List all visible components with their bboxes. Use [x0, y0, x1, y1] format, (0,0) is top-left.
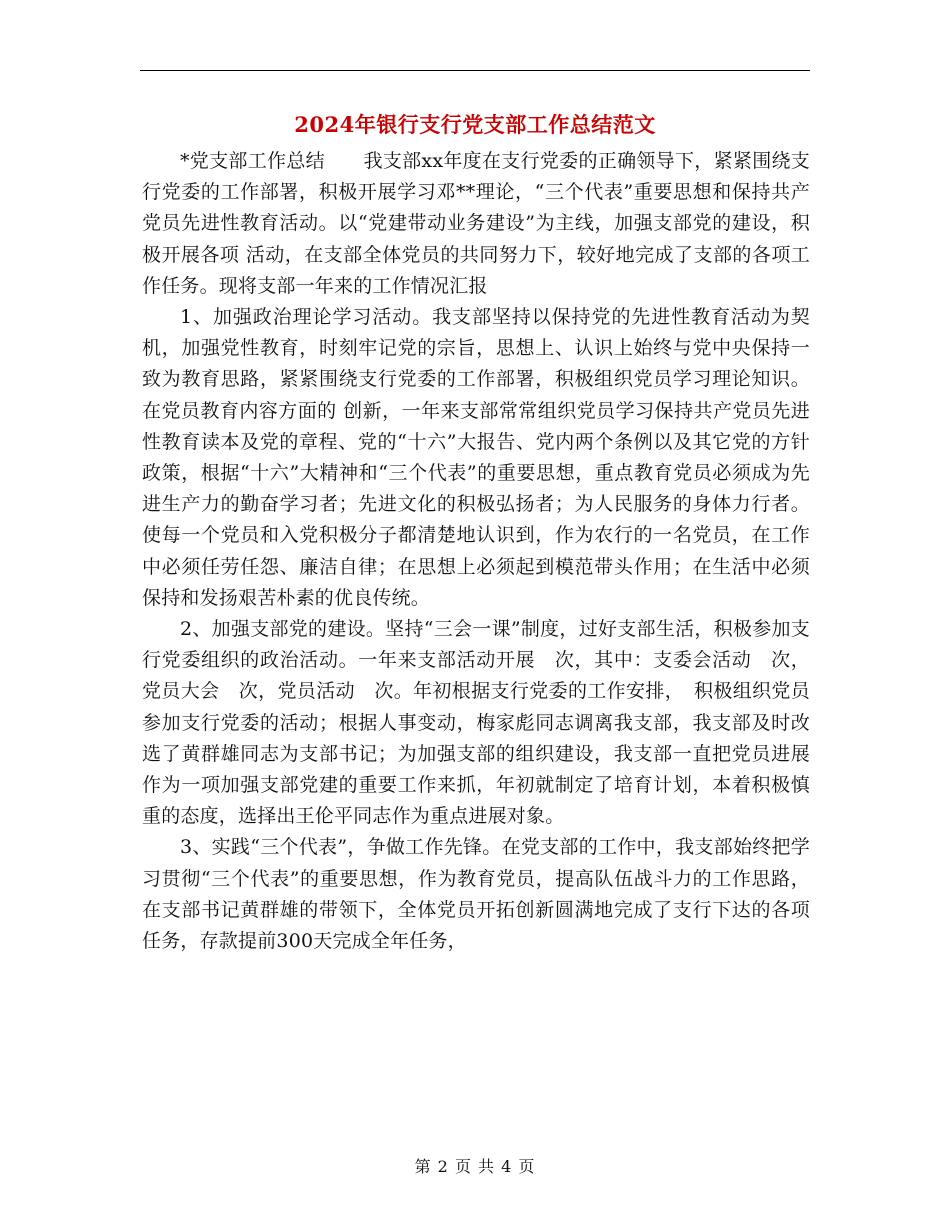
paragraph-intro: *党支部工作总结 我支部xx年度在支行党委的正确领导下，紧紧围绕支行党委的工作部署，积极开展学习邓**理论，“三个代表”重要思想和保持共产党员先进性教育活动。以“党建带动业务建设”为主线，加强支部党的建设，积极开展各项 活动，在支部全体党员的共同努力下，较好地完成了支部的各项工作任务。现将支部一年来的工作情况汇报 — [142, 150, 810, 297]
paragraph-theory-study: 1、加强政治理论学习活动。我支部坚持以保持党的先进性教育活动为契机，加强党性教育，时刻牢记党的宗旨，思想上、认识上始终与党中央保持一致为教育思路，紧紧围绕支行党委的工作部署，积极组织党员学习理论知识。在党员教育内容方面的 创新，一年来支部常常组织党员学习保持共产党员先进性教育读本及党的章程、党的“十六”大报告、党内两个条例以及其它党的方针政策，根据“十六”大精神和“三个代表”的重要思想，重点教育党员必须成为先进生产力的勤奋学习者；先进文化的积极弘扬者；为人民服务的身体力行者。使每一个党员和入党积极分子都清楚地认识到，作为农行的一名党员，在工作中必须任劳任怨、廉洁自律；在思想上必须起到模范带头作用；在生活中必须保持和发扬艰苦朴素的优良传统。 — [142, 306, 810, 609]
document-title: 2024年银行支行党支部工作总结范文 — [294, 112, 656, 137]
page-number-footer: 第 2 页 共 4 页 — [414, 1157, 536, 1176]
paragraph-three-represents: 3、实践“三个代表”，争做工作先锋。在党支部的工作中，我支部始终把学习贯彻“三个代表”的重要思想，作为教育党员，提高队伍战斗力的工作思路，在支部书记黄群雄的带领下，全体党员开拓创新圆满地完成了支行下达的各项任务，存款提前300天完成全年任务， — [142, 836, 810, 953]
document-body — [142, 146, 810, 957]
header-rule — [140, 70, 810, 71]
paragraph-party-building: 2、加强支部党的建设。坚持“三会一课”制度，过好支部生活，积极参加支行党委组织的政治活动。一年来支部活动开展 次，其中：支委会活动 次，党员大会 次，党员活动 次。年初根据支行党委的工作安排， 积极组织党员参加支行党委的活动；根据人事变动，梅家彪同志调离我支部，我支部及时改选了黄群雄同志为支部书记；为加强支部的组织建设，我支部一直把党员进展作为一项加强支部党建的重要工作来抓，年初就制定了培育计划，本着积极慎重的态度，选择出王伦平同志作为重点进展对象。 — [142, 618, 810, 828]
